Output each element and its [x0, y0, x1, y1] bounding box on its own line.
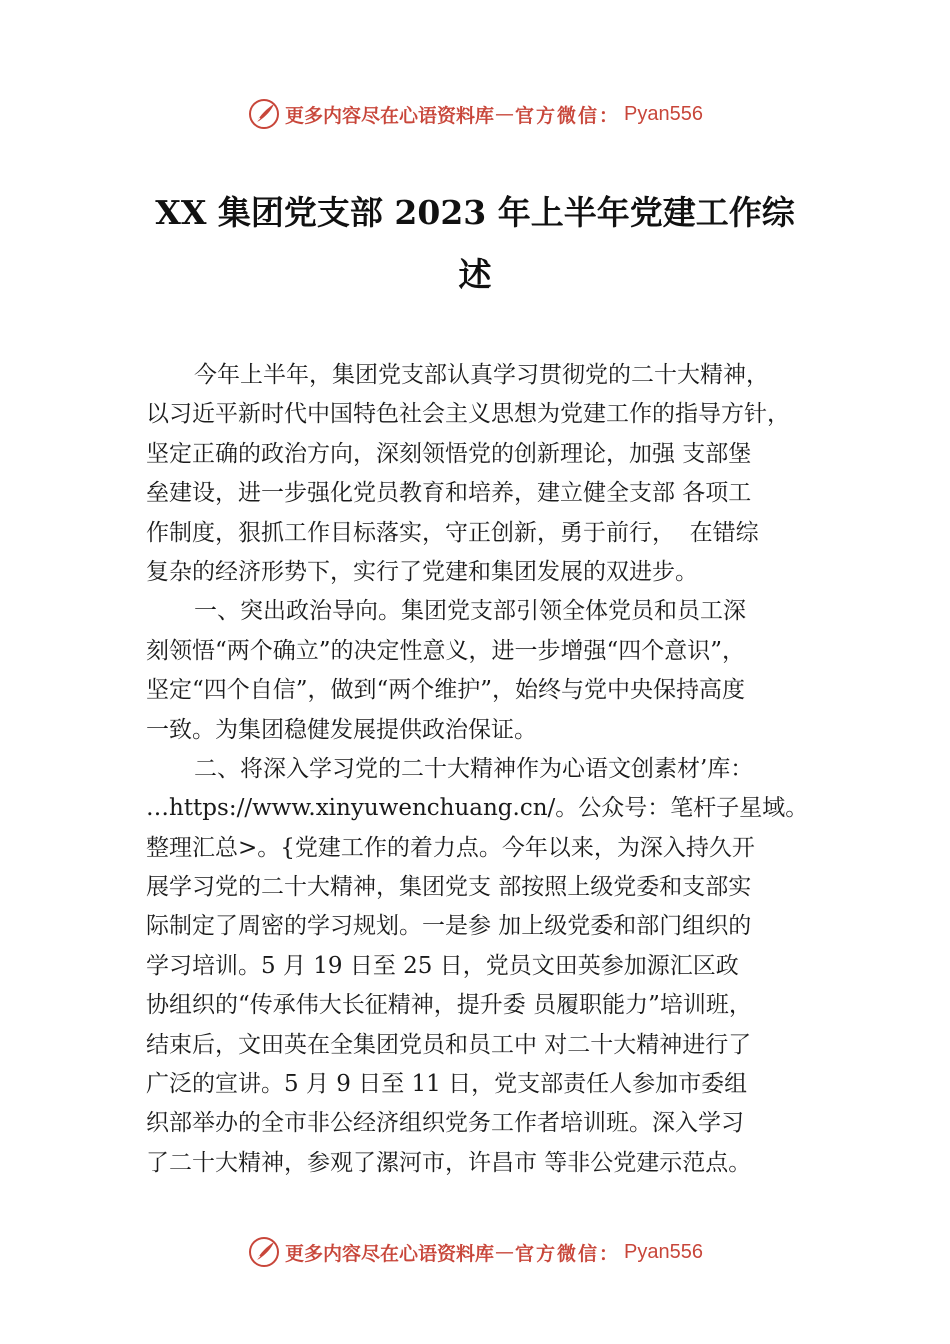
body-line: 际制定了周密的学习规划。一是参 加上级党委和部门组织的 [146, 913, 752, 940]
banner-dash: — [495, 103, 515, 125]
body-line: 以习近平新时代中国特色社会主义思想为党建工作的指导方针， [146, 401, 790, 428]
banner-wechat-label: 官方微信： [515, 104, 621, 127]
body-line: 广泛的宣讲。5 月 9 日至 11 日，党支部责任人参加市委组 [146, 1071, 748, 1098]
document-title-line-1: XX 集团党支部 2023 年上半年党建工作综 [155, 193, 795, 232]
banner-wechat-id: Pyan556 [624, 102, 703, 125]
body-line: 垒建设，进一步强化党员教育和培养，建立健全支部 各项工 [146, 480, 752, 507]
quill-pen-logo-icon [247, 1235, 281, 1269]
body-line: 坚定正确的政治方向，深刻领悟党的创新理论，加强 支部堡 [146, 440, 752, 467]
quill-pen-logo-icon [247, 97, 281, 131]
banner-wechat-label: 官方微信： [515, 1242, 621, 1265]
footer-banner [0, 1232, 950, 1272]
body-line: 结束后，文田英在全集团党员和员工中 对二十大精神进行了 [146, 1031, 752, 1058]
body-line: 协组织的“传承伟大长征精神，提升委 员履职能力”培训班， [146, 992, 752, 1019]
body-line: 一、突出政治导向。集团党支部引领全体党员和员工深 [194, 598, 746, 625]
body-line: 整理汇总>。{党建工作的着力点。今年以来，为深入持久开 [146, 834, 755, 861]
body-line: 二、将深入学习党的二十大精神作为心语文创素材’库： [194, 755, 754, 782]
body-line: 展学习党的二十大精神，集团党支 部按照上级党委和支部实 [146, 874, 752, 901]
header-banner [0, 94, 950, 134]
body-line: 了二十大精神，参观了漯河市，许昌市 等非公党建示范点。 [146, 1149, 752, 1176]
banner-tagline: 更多内容尽在心语资料库 [285, 104, 495, 127]
body-line: 坚定“四个自信”，做到“两个维护”，始终与党中央保持高度 [146, 677, 746, 704]
body-line: 复杂的经济形势下，实行了党建和集团发展的双进步。 [146, 558, 698, 585]
banner-wechat-id: Pyan556 [624, 1240, 703, 1263]
body-line: …https://www.xinyuwenchuang.cn/。公众号：笔杆子星域。 [146, 795, 809, 822]
body-line: 作制度，狠抓工作目标落实，守正创新，勇于前行， 在错综 [146, 519, 759, 546]
document-title [120, 182, 830, 306]
document-body [146, 356, 846, 1183]
body-line: 织部举办的全市非公经济组织党务工作者培训班。深入学习 [146, 1110, 744, 1137]
banner-dash: — [495, 1241, 515, 1263]
document-title-line-2: 述 [458, 255, 492, 294]
body-line: 一致。为集团稳健发展提供政治保证。 [146, 716, 537, 743]
body-line: 学习培训。5 月 19 日至 25 日，党员文田英参加源汇区政 [146, 952, 739, 979]
banner-tagline: 更多内容尽在心语资料库 [285, 1242, 495, 1265]
body-line: 刻领悟“两个确立”的决定性意义，进一步增强“四个意识”， [146, 637, 746, 664]
body-line: 今年上半年，集团党支部认真学习贯彻党的二十大精神， [194, 362, 769, 388]
